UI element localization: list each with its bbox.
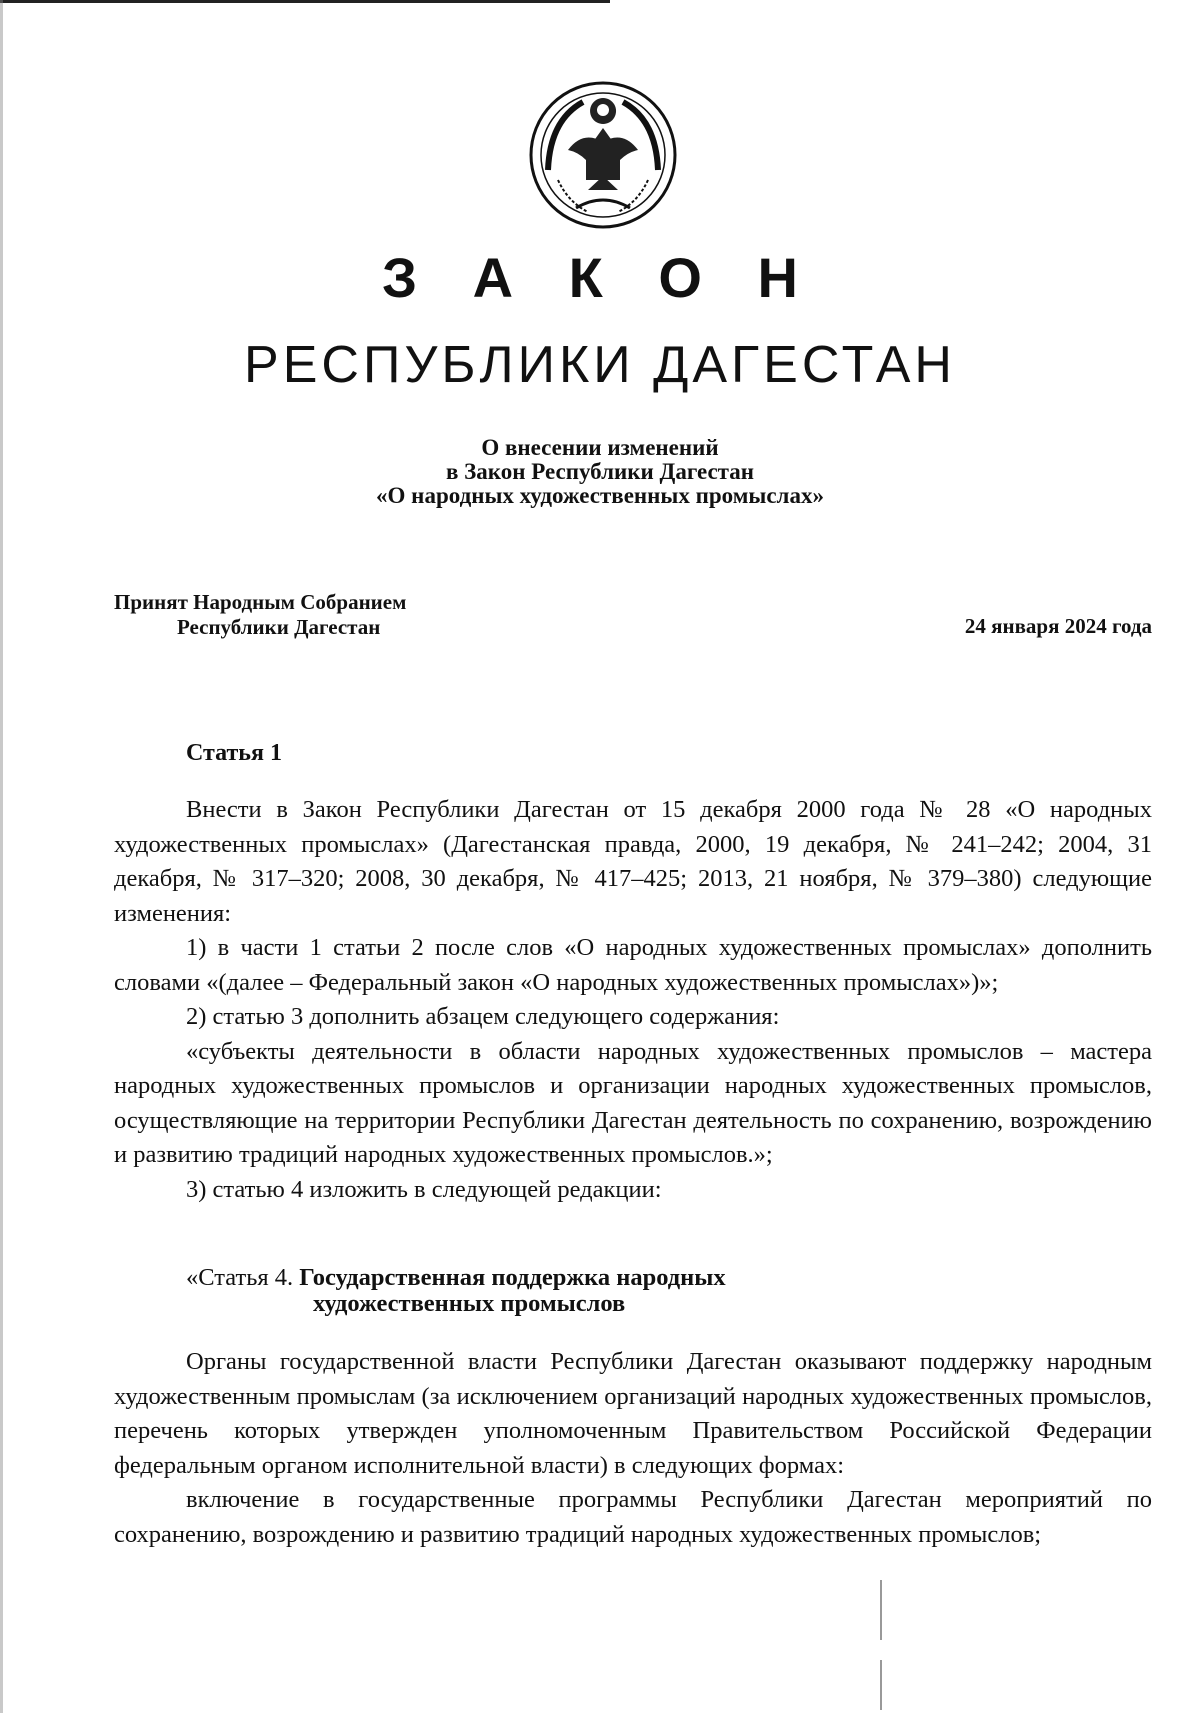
adopted-line-2: Республики Дагестан [177,615,381,639]
law-subject [0,436,1200,508]
paragraph: 3) статью 4 изложить в следующей редакции: [186,1175,662,1203]
scan-artifact-top [0,0,610,3]
document-title: З А К О Н [382,246,818,309]
subject-line-3: «О народных художественных промыслах» [376,483,824,508]
article-4-body [114,1345,1152,1552]
document-subtitle: РЕСПУБЛИКИ ДАГЕСТАН [244,336,956,394]
paragraph: включение в государственные программы Республики Дагестан мероприятий по сохранению, возрождению и развитию традиций народных художественных промыслов; [114,1486,1152,1548]
article-4-title-line-1: Государственная поддержка народных [299,1264,726,1291]
adoption-block [114,590,406,640]
subject-line-1: О внесении изменений [481,435,719,460]
paragraph: 2) статью 3 дополнить абзацем следующего содержания: [186,1003,780,1030]
article-4-prefix: «Статья 4. [186,1264,294,1291]
article-4-heading [186,1265,726,1317]
coat-of-arms-emblem [528,80,678,230]
paragraph: «субъекты деятельности в области народных художественных промыслов – мастера народных художественных промыслов и организации народных художественных промыслов, осуществляющие на территории Республики Дагестан деятельность по сохранению, возрождению и развитию традиций народных художественных промыслов.»; [114,1037,1152,1168]
adopted-line-1: Принят Народным Собранием [114,590,407,614]
scan-speck [880,1660,882,1710]
subject-line-2: в Закон Республики Дагестан [446,459,754,484]
article-1-body [114,793,1152,1207]
paragraph: Органы государственной власти Республики Дагестан оказывают поддержку народным художественным промыслам (за исключением организаций народных художественных промыслов, перечень которых утвержден уполномоченным Правительством Российской Федерации федеральным органом исполнительной власти) в следующих формах: [114,1348,1152,1479]
adoption-date: 24 января 2024 года [964,614,1152,638]
article-1-heading: Статья 1 [186,740,282,766]
paragraph: Внести в Закон Республики Дагестан от 15 декабря 2000 года № 28 «О народных художественных промыслах» (Дагестанская правда, 2000, 19 декабря, № 241–242; 2004, 31 декабря, № 317–320; 2008, 30 декабря, № 417–425; 2013, 21 ноября, № 379–380) следующие изменения: [114,796,1152,927]
scan-speck [880,1580,882,1640]
article-4-title-line-2: художественных промыслов [313,1290,626,1317]
paragraph: 1) в части 1 статьи 2 после слов «О народных художественных промыслах» дополнить словами «(далее – Федеральный закон «О народных художественных промыслах»)»; [114,934,1152,996]
